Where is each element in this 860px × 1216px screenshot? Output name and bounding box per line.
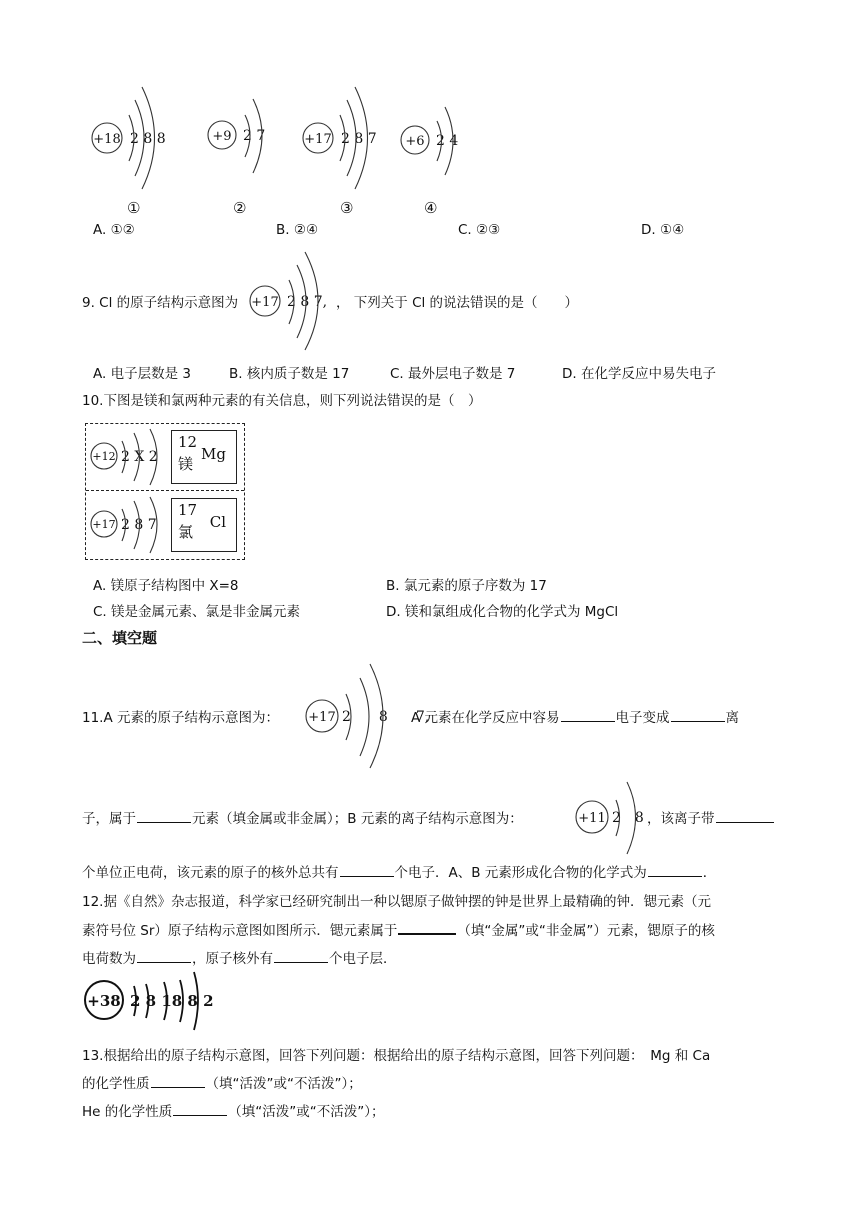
cl-element-box	[171, 498, 237, 552]
q13-text-3b: （填“活泼”或“不活泼”）；	[228, 1104, 385, 1120]
mg-nucleus: +12	[92, 450, 116, 463]
q13-line-1: 13.根据给出的原子结构示意图，回答下列问题：根据给出的原子结构示意图，回答下列问题： Mg 和 Ca	[82, 1048, 711, 1064]
q11-text-1: 11.A 元素的原子结构示意图为：	[82, 710, 279, 726]
sr-electrons: 2 8 18 8 2	[130, 992, 214, 1010]
q12-sr-atom-diagram	[82, 970, 212, 1035]
q9-option-c[interactable]: C. 最外层电子数是 7	[390, 366, 516, 382]
mg-element-box	[171, 430, 237, 484]
q12-blank-1[interactable]	[398, 919, 456, 935]
atom-diagram-3	[303, 87, 377, 189]
q11-blank-1[interactable]	[561, 707, 615, 722]
q11-ion-b-diagram	[572, 776, 652, 856]
mg-atomic-number: 12	[178, 433, 198, 451]
atom2-electrons: 2 7	[243, 128, 266, 144]
mg-symbol: Mg	[201, 445, 226, 463]
cl-name: 氯	[178, 523, 194, 541]
q11-text-2	[411, 706, 739, 726]
mg-name: 镁	[178, 455, 194, 473]
q9-electrons: 2 8 7,	[287, 294, 328, 310]
q10-option-a[interactable]: A. 镁原子结构图中 X=8	[93, 578, 239, 594]
cl-electrons: 2 8 7	[121, 517, 157, 533]
q12-text-2b: （填“金属”或“非金属”）元素，锶原子的核	[457, 923, 715, 939]
atom2-nucleus: +9	[212, 129, 232, 144]
sr-nucleus: +38	[87, 992, 121, 1010]
q8-option-d[interactable]: D. ①④	[641, 222, 685, 238]
q9-stem-end: ， 下列关于 Cl 的说法错误的是（ ）	[336, 295, 579, 311]
q13-line-2	[82, 1072, 362, 1092]
q11-blank-6[interactable]	[648, 862, 702, 877]
q12-line-3	[82, 947, 397, 967]
q11-text-4: 离	[725, 710, 740, 726]
q13-text-2b: （填“活泼”或“不活泼”）；	[205, 1076, 362, 1092]
q11-blank-3[interactable]	[137, 808, 191, 823]
q12-blank-2[interactable]	[137, 948, 191, 963]
atom-label-4: ④	[424, 199, 438, 217]
q12-text-3c: 个电子层．	[329, 951, 397, 967]
q11-a-nucleus: +17	[308, 710, 336, 725]
q11-text-10: ．	[702, 865, 717, 881]
q9-stem-start: 9. Cl 的原子结构示意图为	[82, 295, 239, 311]
q12-line-1: 12.据《自然》杂志报道，科学家已经研究制出一种以锶原子做钟摆的钟是世界上最精确的钟．锶元素（元	[82, 894, 711, 910]
q10-divider	[86, 490, 244, 491]
atom3-nucleus: +17	[304, 132, 332, 147]
q9-cl-atom-diagram	[245, 250, 345, 350]
q11-atom-a-diagram	[300, 660, 430, 770]
q12-text-3b: ，原子核外有	[192, 951, 273, 967]
q9-nucleus: +17	[251, 295, 279, 310]
q12-text-2a: 素符号位 Sr）原子结构示意图如图所示．锶元素属于	[82, 923, 398, 939]
atom-diagram-2	[208, 99, 265, 173]
cl-nucleus: +17	[92, 518, 116, 531]
q11-b-electrons: 2 8	[612, 810, 644, 826]
q10-option-c[interactable]: C. 镁是金属元素、氯是非金属元素	[93, 604, 301, 620]
q11-blank-4[interactable]	[716, 808, 774, 823]
q11-text-2a: A 元素在化学反应中容易	[411, 710, 560, 726]
atom-diagram-1	[92, 87, 166, 189]
q11-b-nucleus: +11	[578, 811, 606, 826]
q11-line-2b	[647, 807, 775, 827]
q11-text-3: 电子变成	[615, 710, 670, 726]
atom1-electrons: 2 8 8	[130, 131, 166, 147]
cl-symbol: Cl	[209, 513, 226, 531]
atom1-nucleus: +18	[93, 132, 121, 147]
q13-blank-2[interactable]	[173, 1101, 227, 1116]
atom3-electrons: 2 8 7	[341, 131, 377, 147]
atom-diagram-4	[401, 107, 458, 175]
q10-stem: 10.下图是镁和氯两种元素的有关信息，则下列说法错误的是（ ）	[82, 393, 482, 409]
atom-label-2: ②	[233, 199, 247, 217]
q11-line-2	[82, 807, 523, 827]
q12-text-3a: 电荷数为	[82, 951, 136, 967]
q10-option-b[interactable]: B. 氯元素的原子序数为 17	[386, 578, 547, 594]
q8-atom-diagrams	[85, 85, 485, 205]
q12-line-2	[82, 919, 715, 939]
q9-option-b[interactable]: B. 核内质子数是 17	[229, 366, 350, 382]
q9-option-d[interactable]: D. 在化学反应中易失电子	[562, 366, 716, 382]
q11-text-7: ，该离子带	[647, 811, 715, 827]
q8-option-b[interactable]: B. ②④	[276, 222, 319, 238]
q11-text-6: 元素（填金属或非金属）；B 元素的离子结构示意图为：	[192, 811, 523, 827]
q11-text-8: 个单位正电荷，该元素的原子的核外总共有	[82, 865, 339, 881]
atom-label-1: ①	[127, 199, 141, 217]
q11-blank-2[interactable]	[671, 707, 725, 722]
q10-mg-atom-diagram	[88, 427, 173, 487]
q11-a-electrons: 2 8 7,	[342, 709, 430, 725]
q11-blank-5[interactable]	[340, 862, 394, 877]
q10-option-d[interactable]: D. 镁和氯组成化合物的化学式为 MgCl	[386, 604, 619, 620]
q13-line-3	[82, 1100, 384, 1120]
q13-text-3a: He 的化学性质	[82, 1104, 173, 1120]
q13-blank-1[interactable]	[151, 1073, 205, 1088]
q11-text-9: 个电子．A、B 元素形成化合物的化学式为	[394, 865, 647, 881]
q8-option-a[interactable]: A. ①②	[93, 222, 135, 238]
atom4-electrons: 2 4	[436, 133, 459, 149]
q13-text-2a: 的化学性质	[82, 1076, 150, 1092]
mg-electrons: 2 X 2	[121, 449, 158, 465]
q8-option-c[interactable]: C. ②③	[458, 222, 501, 238]
atom-label-3: ③	[340, 199, 354, 217]
atom4-nucleus: +6	[405, 134, 425, 149]
cl-atomic-number: 17	[178, 501, 198, 519]
section-title: 二、填空题	[82, 629, 158, 647]
q11-line-3	[82, 861, 716, 881]
q10-cl-atom-diagram	[88, 495, 173, 555]
q11-text-5: 子，属于	[82, 811, 136, 827]
q12-blank-3[interactable]	[274, 948, 328, 963]
q9-option-a[interactable]: A. 电子层数是 3	[93, 366, 191, 382]
